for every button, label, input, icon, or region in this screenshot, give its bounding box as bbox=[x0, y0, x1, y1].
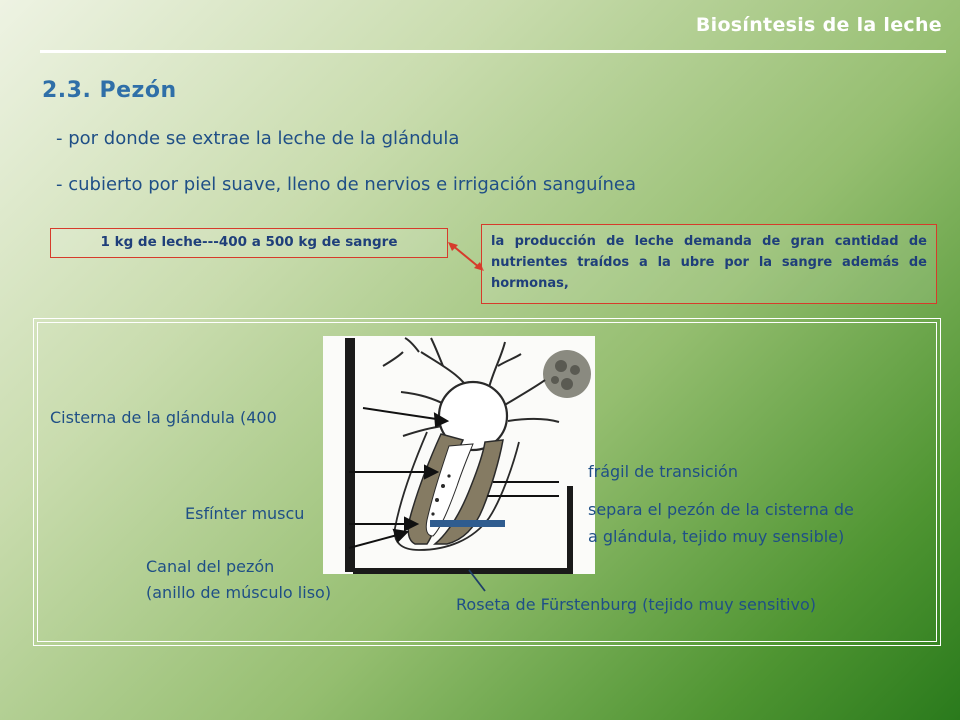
section-title: 2.3. Pezón bbox=[42, 78, 177, 103]
label-separation-description bbox=[588, 496, 854, 550]
label-separation-line2: a glándula, tejido muy sensible) bbox=[588, 527, 845, 546]
label-furstenburg-rosette: Roseta de Fürstenburg (tejido muy sensitivo) bbox=[456, 595, 816, 614]
label-teat-canal-line1: Canal del pezón bbox=[146, 557, 275, 576]
label-separation-line1: separa el pezón de la cisterna de bbox=[588, 500, 854, 519]
connector-arrow-icon bbox=[446, 240, 486, 274]
slide-header-title: Biosíntesis de la leche bbox=[695, 14, 942, 36]
label-teat-canal bbox=[146, 554, 331, 606]
label-teat-canal-line2: (anillo de músculo liso) bbox=[146, 583, 332, 602]
label-transition-zone: frágil de transición bbox=[588, 462, 738, 481]
bullet-point-2: - cubierto por piel suave, lleno de nervios e irrigación sanguínea bbox=[56, 174, 637, 195]
teat-anatomy-drawing bbox=[323, 336, 595, 574]
bullet-point-1: - por donde se extrae la leche de la glándula bbox=[56, 128, 460, 149]
label-gland-cistern: Cisterna de la glándula (400 bbox=[50, 408, 277, 427]
header-divider bbox=[40, 50, 946, 53]
teat-anatomy-illustration bbox=[323, 336, 595, 574]
nutrient-demand-box: la producción de leche demanda de gran cantidad de nutrientes traídos a la ubre por la sangre además de hormonas, bbox=[481, 224, 937, 304]
blood-ratio-box: 1 kg de leche---400 a 500 kg de sangre bbox=[50, 228, 448, 258]
roseta-pointer-line bbox=[466, 568, 490, 594]
indicator-bar bbox=[430, 520, 505, 527]
label-muscle-sphincter: Esfínter muscu bbox=[185, 504, 305, 523]
